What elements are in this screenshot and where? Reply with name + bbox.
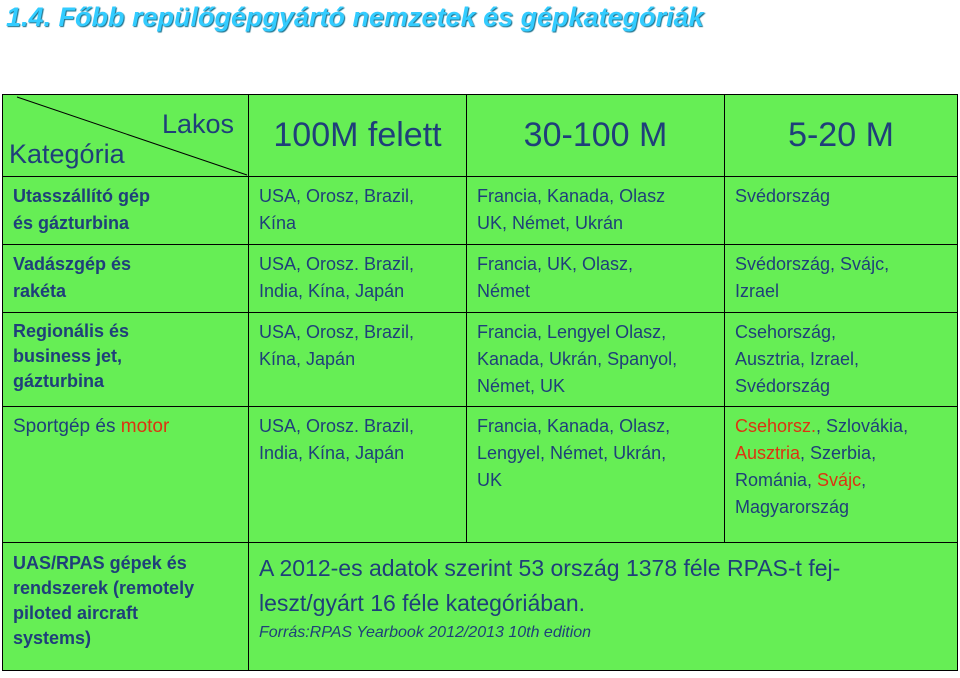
cell-line: USA, Orosz, Brazil,: [259, 186, 415, 206]
cell-line: Izrael: [735, 281, 780, 301]
row-label-line: és gázturbina: [13, 213, 130, 233]
cell-line: [735, 440, 957, 467]
table-row: [3, 407, 958, 543]
row-label-line: systems): [13, 628, 92, 648]
cell-100m: [249, 313, 467, 407]
rpas-text-line: A 2012-es adatok szerint 53 ország 1378 féle RPAS-t fej-: [259, 555, 841, 581]
country-text: , Szlovákia,: [816, 416, 909, 436]
cell-line: Francia, Lengyel Olasz,: [477, 322, 667, 342]
cell-30-100m: [467, 407, 725, 543]
country-red: Csehorsz.: [735, 416, 817, 436]
row-label-line: gázturbina: [13, 371, 105, 391]
row-label: [3, 407, 249, 543]
cell-line: Francia, Kanada, Olasz: [477, 186, 666, 206]
cell-line: Svédország, Svájc,: [735, 254, 890, 274]
cell-line: USA, Orosz. Brazil,: [259, 254, 415, 274]
cell-line: Ausztria, Izrael,: [735, 349, 860, 369]
cell-100m: [249, 177, 467, 245]
cell-30-100m: [467, 245, 725, 313]
header-kategoria: Kategória: [9, 139, 125, 169]
row-label-part-red: motor: [120, 416, 170, 437]
row-label: [3, 177, 249, 245]
row-label: [3, 313, 249, 407]
cell-line: Francia, UK, Olasz,: [477, 254, 634, 274]
table-row: [3, 313, 958, 407]
cell-line: Német, UK: [477, 376, 566, 396]
category-table: [2, 94, 958, 671]
cell-line: USA, Orosz. Brazil,: [259, 416, 415, 436]
table-row: [3, 245, 958, 313]
header-100m: 100M felett: [249, 95, 467, 177]
row-label: [3, 245, 249, 313]
rpas-row: [3, 543, 958, 671]
cell-line: Svédország: [735, 376, 831, 396]
cell-line: [735, 413, 957, 440]
row-label-line: piloted aircraft: [13, 603, 139, 623]
row-label-line: rendszerek (remotely: [13, 578, 195, 598]
rpas-text-line: leszt/gyárt 16 féle kategóriában.: [259, 590, 586, 616]
cell-line: UK, Német, Ukrán: [477, 213, 624, 233]
cell-30-100m: [467, 313, 725, 407]
cell-line: Csehország,: [735, 322, 837, 342]
row-label-line: business jet,: [13, 346, 123, 366]
cell-line: USA, Orosz, Brazil,: [259, 322, 415, 342]
cell-line: Kína, Japán: [259, 349, 356, 369]
source-citation: Forrás:RPAS Yearbook 2012/2013 10th edition: [259, 624, 592, 641]
header-row: [3, 95, 958, 177]
header-5-20m: 5-20 M: [725, 95, 958, 177]
country-text: ,: [861, 470, 867, 490]
cell-line: Francia, Kanada, Olasz,: [477, 416, 671, 436]
page-title: 1.4. Főbb repülőgépgyártó nemzetek és gépkategóriák: [6, 2, 704, 32]
row-label-line: Utasszállító gép: [13, 186, 151, 206]
row-label-line: UAS/RPAS gépek és: [13, 553, 187, 573]
country-red: Svájc: [817, 470, 862, 490]
row-label-part: Sportgép és: [13, 416, 121, 437]
cell-line: India, Kína, Japán: [259, 281, 405, 301]
cell-line: Magyarország: [735, 497, 850, 517]
table-row: [3, 177, 958, 245]
cell-100m: [249, 245, 467, 313]
cell-line: Lengyel, Német, Ukrán,: [477, 443, 667, 463]
cell-5-20m: [725, 407, 958, 543]
cell-line: Kanada, Ukrán, Spanyol,: [477, 349, 678, 369]
header-lakos: Lakos: [161, 109, 234, 139]
corner-header-cell: [3, 95, 249, 177]
cell-line: UK: [477, 470, 503, 490]
cell-line: India, Kína, Japán: [259, 443, 405, 463]
country-text: Románia,: [735, 470, 818, 490]
cell-line: Német: [477, 281, 531, 301]
row-label-line: Vadászgép és: [13, 254, 132, 274]
row-label: [3, 543, 249, 671]
rpas-summary-cell: [249, 543, 958, 671]
cell-line: [735, 467, 957, 494]
country-text: , Szerbia,: [800, 443, 877, 463]
row-label-line: rakéta: [13, 281, 67, 301]
country-red: Ausztria: [735, 443, 801, 463]
row-label-line: Regionális és: [13, 321, 130, 341]
cell-5-20m: [725, 177, 958, 245]
cell-30-100m: [467, 177, 725, 245]
cell-line: Svédország: [735, 186, 831, 206]
cell-5-20m: [725, 245, 958, 313]
header-30-100m: 30-100 M: [467, 95, 725, 177]
cell-100m: [249, 407, 467, 543]
cell-5-20m: [725, 313, 958, 407]
cell-line: Kína: [259, 213, 297, 233]
